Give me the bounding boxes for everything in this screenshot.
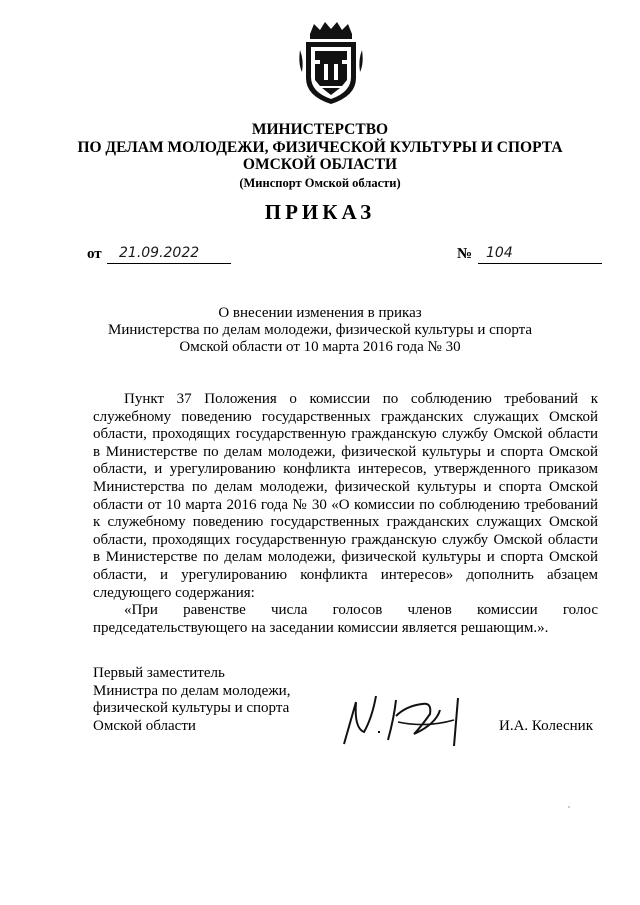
position-line4: Омской области — [93, 717, 196, 734]
number-field — [478, 245, 602, 264]
subject-line3: Омской области от 10 марта 2016 года № 30 — [179, 339, 461, 355]
number-value: 104 — [486, 245, 513, 261]
org-abbreviation: (Минспорт Омской области) — [239, 176, 401, 190]
omsk-coat-of-arms-icon — [298, 20, 364, 106]
signatory-position — [93, 665, 290, 735]
signatory-name: И.А. Колесник — [499, 718, 593, 734]
subject-line1: О внесении изменения в приказ — [218, 305, 422, 321]
number-label: № — [457, 246, 473, 262]
position-line2: Министра по делам молодежи, — [93, 682, 291, 699]
org-name-line1: МИНИСТЕРСТВО — [251, 121, 389, 138]
position-line1: Первый заместитель — [93, 665, 225, 681]
date-value: 21.09.2022 — [119, 245, 200, 261]
org-name-line3: ОМСКОЙ ОБЛАСТИ — [242, 156, 398, 173]
scan-speck — [568, 806, 570, 808]
order-body — [93, 391, 598, 637]
body-paragraph-2: «При равенстве числа голосов членов комиссии голос председательствующего на заседании комиссии является решающим.». — [93, 602, 598, 636]
position-line3: физической культуры и спорта — [93, 700, 290, 716]
handwritten-signature-icon — [336, 688, 476, 750]
subject-line2: Министерства по делам молодежи, физической культуры и спорта — [107, 322, 533, 338]
date-label: от — [87, 246, 102, 262]
body-paragraph-1: Пункт 37 Положения о комиссии по соблюдению требований к служебному поведению государственных гражданских служащих Омской области, проходящих государственную гражданскую службу Омской области в Министерстве по делам молодежи, физической культуры и спорта Омской области, и урегулированию конфликта интересов, утвержденного приказом Министерства по делам молодежи, физической культуры и спорта Омской области от 10 марта 2016 года № 30 «О комиссии по соблюдению требований к служебному поведению государственных гражданских служащих Омской области, проходящих государственную гражданскую службу Омской области в Министерстве по делам молодежи, физической культуры и спорта Омской области, и урегулированию конфликта интересов» дополнить абзацем следующего содержания: — [93, 391, 598, 601]
date-field — [107, 245, 231, 264]
org-name-line2: ПО ДЕЛАМ МОЛОДЕЖИ, ФИЗИЧЕСКОЙ КУЛЬТУРЫ И СПОРТА — [77, 139, 563, 156]
document-type-title: ПРИКАЗ — [264, 200, 376, 224]
